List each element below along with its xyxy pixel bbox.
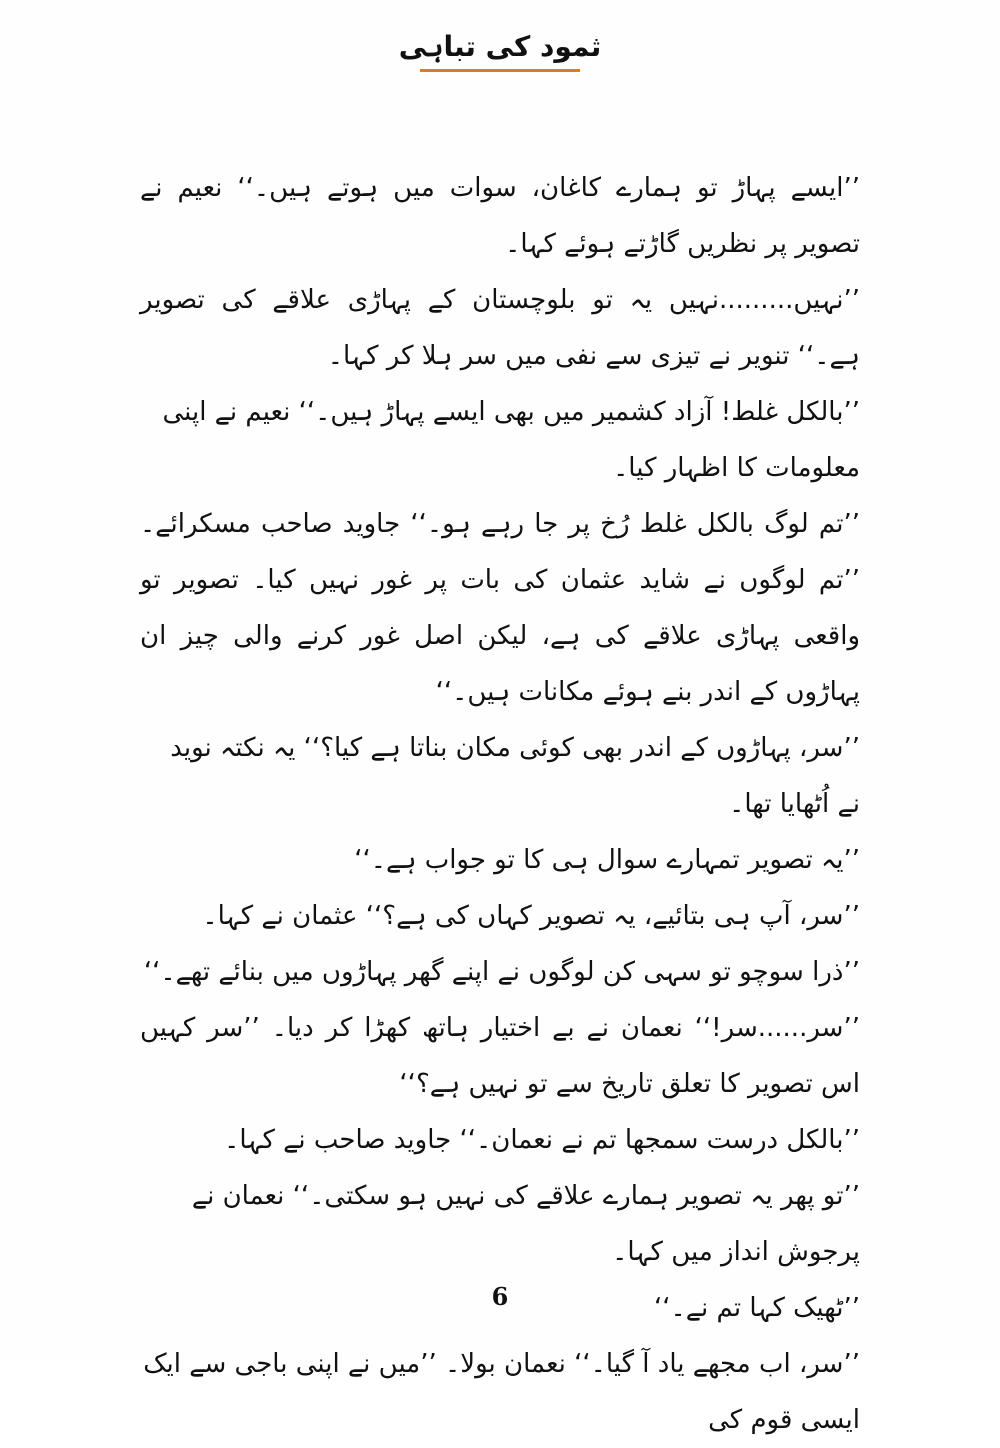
paragraph: ’’سر، آپ ہی بتائیے، یہ تصویر کہاں کی ہے؟‘‘ عثمان نے کہا۔ (202, 901, 860, 931)
title-underline (420, 69, 580, 72)
body-text (140, 160, 860, 1448)
paragraph: ’’یہ تصویر تمہارے سوال ہی کا تو جواب ہے۔‘‘ (354, 845, 860, 875)
paragraph: ’’سر، اب مجھے یاد آ گیا۔‘‘ نعمان بولا۔ ’’میں نے اپنی باجی سے ایک ایسی قوم کی (143, 1349, 860, 1435)
paragraph: ’’ٹھیک کہا تم نے۔‘‘ (654, 1293, 860, 1323)
paragraph: ’’ایسے پہاڑ تو ہمارے کاغان، سوات میں ہوتے ہیں۔‘‘ نعیم نے تصویر پر نظریں گاڑتے ہوئے کہا۔ (140, 173, 860, 259)
paragraph: ’’بالکل غلط! آزاد کشمیر میں بھی ایسے پہاڑ ہیں۔‘‘ نعیم نے اپنی معلومات کا اظہار کیا۔ (162, 397, 860, 483)
paragraph: ’’نہیں.........نہیں یہ تو بلوچستان کے پہاڑی علاقے کی تصویر ہے۔‘‘ تنویر نے تیزی سے نفی میں سر ہلا کر کہا۔ (140, 285, 860, 371)
paragraph: ’’تو پھر یہ تصویر ہمارے علاقے کی نہیں ہو سکتی۔‘‘ نعمان نے پرجوش انداز میں کہا۔ (191, 1181, 860, 1267)
page-number: 6 (491, 1282, 509, 1311)
paragraph: ’’تم لوگ بالکل غلط رُخ پر جا رہے ہو۔‘‘ جاوید صاحب مسکرائے۔ ’’تم لوگوں نے شاید عثمان کی بات پر غور نہیں کیا۔ تصویر تو واقعی پہاڑی علاقے کی ہے، لیکن اصل غور کرنے والی چیز ان پہاڑوں کے اندر بنے ہوئے مکانات ہیں۔‘‘ (140, 509, 860, 707)
paragraph: ’’ذرا سوچو تو سہی کن لوگوں نے اپنے گھر پہاڑوں میں بنائے تھے۔‘‘ (143, 957, 860, 987)
paragraph: ’’سر، پہاڑوں کے اندر بھی کوئی مکان بناتا ہے کیا؟‘‘ یہ نکتہ نوید نے اُٹھایا تھا۔ (170, 733, 860, 819)
paragraph: ’’سر......سر!‘‘ نعمان نے بے اختیار ہاتھ کھڑا کر دیا۔ ’’سر کہیں اس تصویر کا تعلق تاریخ سے تو نہیں ہے؟‘‘ (140, 1013, 860, 1099)
page-header (0, 30, 1000, 72)
chapter-title: ثمود کی تباہی (398, 30, 602, 63)
paragraph: ’’بالکل درست سمجھا تم نے نعمان۔‘‘ جاوید صاحب نے کہا۔ (224, 1125, 860, 1155)
